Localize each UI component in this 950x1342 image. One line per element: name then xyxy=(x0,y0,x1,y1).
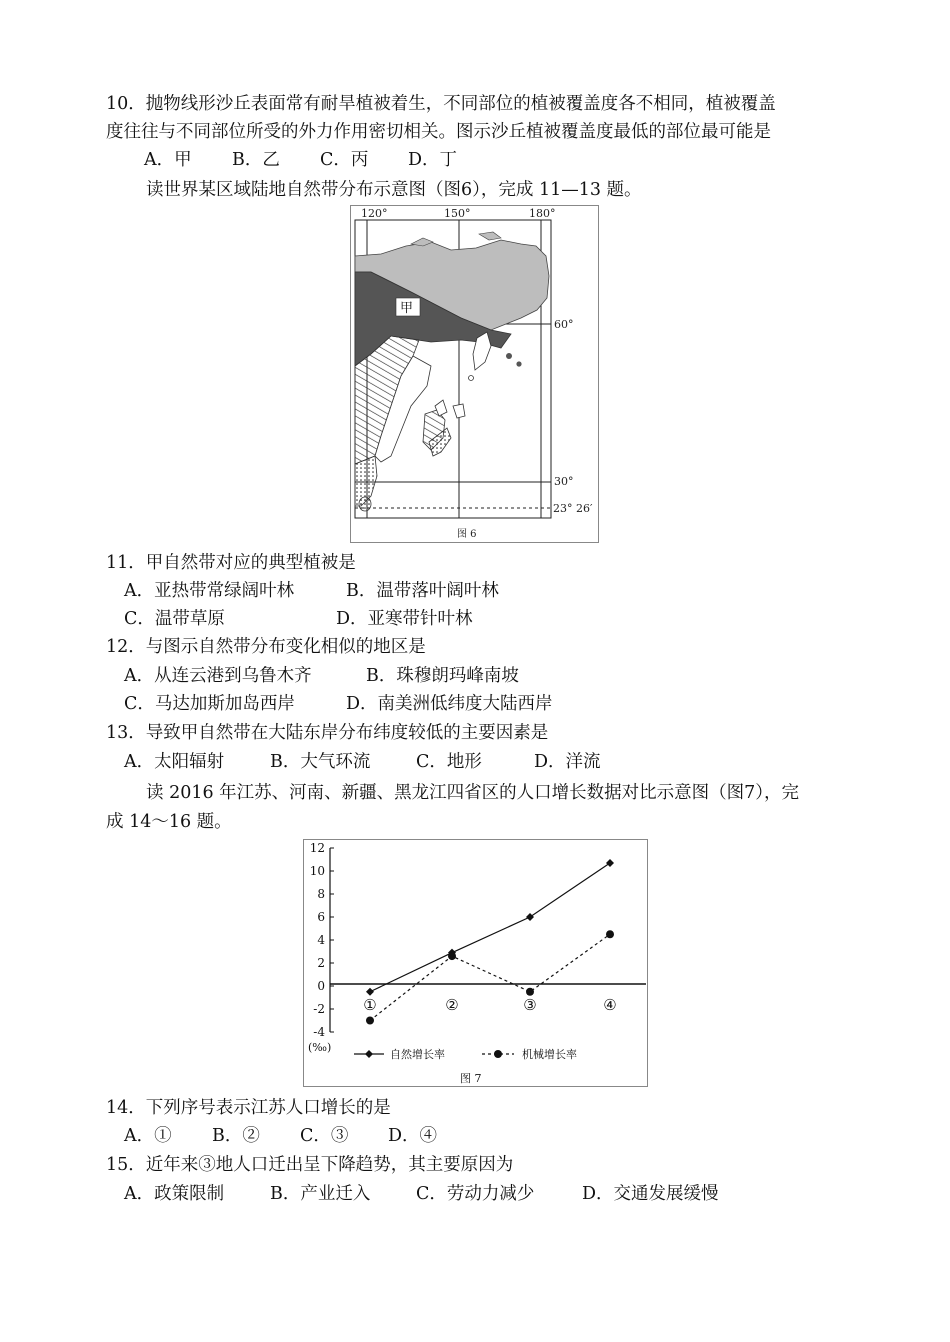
figure7-chart xyxy=(303,839,648,1087)
fig6-lon-150: 150° xyxy=(444,207,471,220)
data-point xyxy=(526,913,534,921)
fig7-legend-migration: 机械增长率 xyxy=(522,1048,577,1061)
q11-option-d: D．亚寒带针叶林 xyxy=(336,609,473,629)
fig7-legend-natural: 自然增长率 xyxy=(390,1048,445,1061)
q15-option-d: D．交通发展缓慢 xyxy=(582,1184,719,1204)
q12-stem: 12．与图示自然带分布变化相似的地区是 xyxy=(106,637,426,657)
q15-option-b: B．产业迁入 xyxy=(270,1184,371,1204)
fig6-zone-jia: 甲 xyxy=(400,301,414,316)
q11-options-row2 xyxy=(124,607,473,631)
data-point xyxy=(366,988,374,996)
q14-options xyxy=(124,1124,437,1148)
q13-option-a: A．太阳辐射 xyxy=(124,752,225,772)
q15-option-c: C．劳动力减少 xyxy=(416,1184,535,1204)
y-tick-label: 10 xyxy=(309,864,325,878)
q11-options-row1 xyxy=(124,579,499,603)
fig6-caption: 图 6 xyxy=(457,529,477,540)
q10-option-a: A．甲 xyxy=(144,150,192,170)
y-tick-label: 2 xyxy=(317,956,325,970)
q14-option-a: A．① xyxy=(124,1126,172,1146)
q12-option-b: B．珠穆朗玛峰南坡 xyxy=(366,666,519,686)
intro-14-16-line2: 成 14～16 题。 xyxy=(106,812,232,832)
q12-option-d: D．南美洲低纬度大陆西岸 xyxy=(346,694,553,714)
q11-option-a: A．亚热带常绿阔叶林 xyxy=(124,581,295,601)
q10-option-b: B．乙 xyxy=(232,150,280,170)
intro-11-13: 读世界某区域陆地自然带分布示意图（图6），完成 11—13 题。 xyxy=(146,180,642,200)
q11-option-b: B．温带落叶阔叶林 xyxy=(346,581,499,601)
fig6-lat-2326: 23° 26′ xyxy=(553,502,593,515)
figure7-svg xyxy=(304,840,647,1086)
q10-options xyxy=(144,148,457,172)
fig6-lat-30: 30° xyxy=(554,475,574,488)
y-tick-label: -4 xyxy=(313,1025,325,1039)
x-category-label: ① xyxy=(363,996,377,1014)
figure6-svg xyxy=(351,206,598,542)
series-line-1 xyxy=(370,934,610,1020)
q11-option-c: C．温带草原 xyxy=(124,609,225,629)
fig6-lon-180: 180° xyxy=(529,207,556,220)
fig7-ylabel: (‰) xyxy=(308,1041,332,1054)
q11-stem: 11．甲自然带对应的典型植被是 xyxy=(106,553,356,573)
data-point xyxy=(606,859,614,867)
q10-stem-line2: 度往往与不同部位所受的外力作用密切相关。图示沙丘植被覆盖度最低的部位最可能是 xyxy=(106,122,771,142)
y-tick-label: 12 xyxy=(309,841,325,855)
q14-option-c: C．③ xyxy=(300,1126,349,1146)
y-tick-label: -2 xyxy=(313,1002,325,1016)
fig7-caption: 图 7 xyxy=(460,1072,482,1085)
data-point xyxy=(366,1017,374,1025)
y-tick-label: 6 xyxy=(317,910,325,924)
intro-14-16-line1: 读 2016 年江苏、河南、新疆、黑龙江四省区的人口增长数据对比示意图（图7），完 xyxy=(146,783,800,803)
data-point xyxy=(448,952,456,960)
data-point xyxy=(606,930,614,938)
y-tick-label: 0 xyxy=(317,979,325,993)
q13-option-b: B．大气环流 xyxy=(270,752,371,772)
fig6-lat-60: 60° xyxy=(554,318,574,331)
fig6-lon-120: 120° xyxy=(361,207,388,220)
q15-stem: 15．近年来③地人口迁出呈下降趋势，其主要原因为 xyxy=(106,1155,514,1175)
x-category-label: ④ xyxy=(603,996,617,1014)
figure6-map xyxy=(350,205,599,543)
x-category-label: ③ xyxy=(523,996,537,1014)
q15-option-a: A．政策限制 xyxy=(124,1184,225,1204)
q14-option-d: D．④ xyxy=(388,1126,438,1146)
x-category-label: ② xyxy=(445,996,459,1014)
q12-option-c: C．马达加斯加岛西岸 xyxy=(124,694,295,714)
q13-option-c: C．地形 xyxy=(416,752,482,772)
q12-options-row2 xyxy=(124,692,553,716)
q14-option-b: B．② xyxy=(212,1126,260,1146)
q13-option-d: D．洋流 xyxy=(534,752,601,772)
q12-options-row1 xyxy=(124,664,519,688)
y-tick-label: 4 xyxy=(317,933,325,947)
series-line-0 xyxy=(370,863,610,992)
q13-options xyxy=(124,750,601,774)
q10-option-c: C．丙 xyxy=(320,150,369,170)
q10-stem-line1: 10．抛物线形沙丘表面常有耐旱植被着生，不同部位的植被覆盖度各不相同，植被覆盖 xyxy=(106,94,776,114)
y-tick-label: 8 xyxy=(317,887,325,901)
q10-option-d: D．丁 xyxy=(408,150,458,170)
q14-stem: 14．下列序号表示江苏人口增长的是 xyxy=(106,1098,391,1118)
data-point xyxy=(526,988,534,996)
q12-option-a: A．从连云港到乌鲁木齐 xyxy=(124,666,312,686)
q15-options xyxy=(124,1182,719,1206)
q13-stem: 13．导致甲自然带在大陆东岸分布纬度较低的主要因素是 xyxy=(106,723,549,743)
